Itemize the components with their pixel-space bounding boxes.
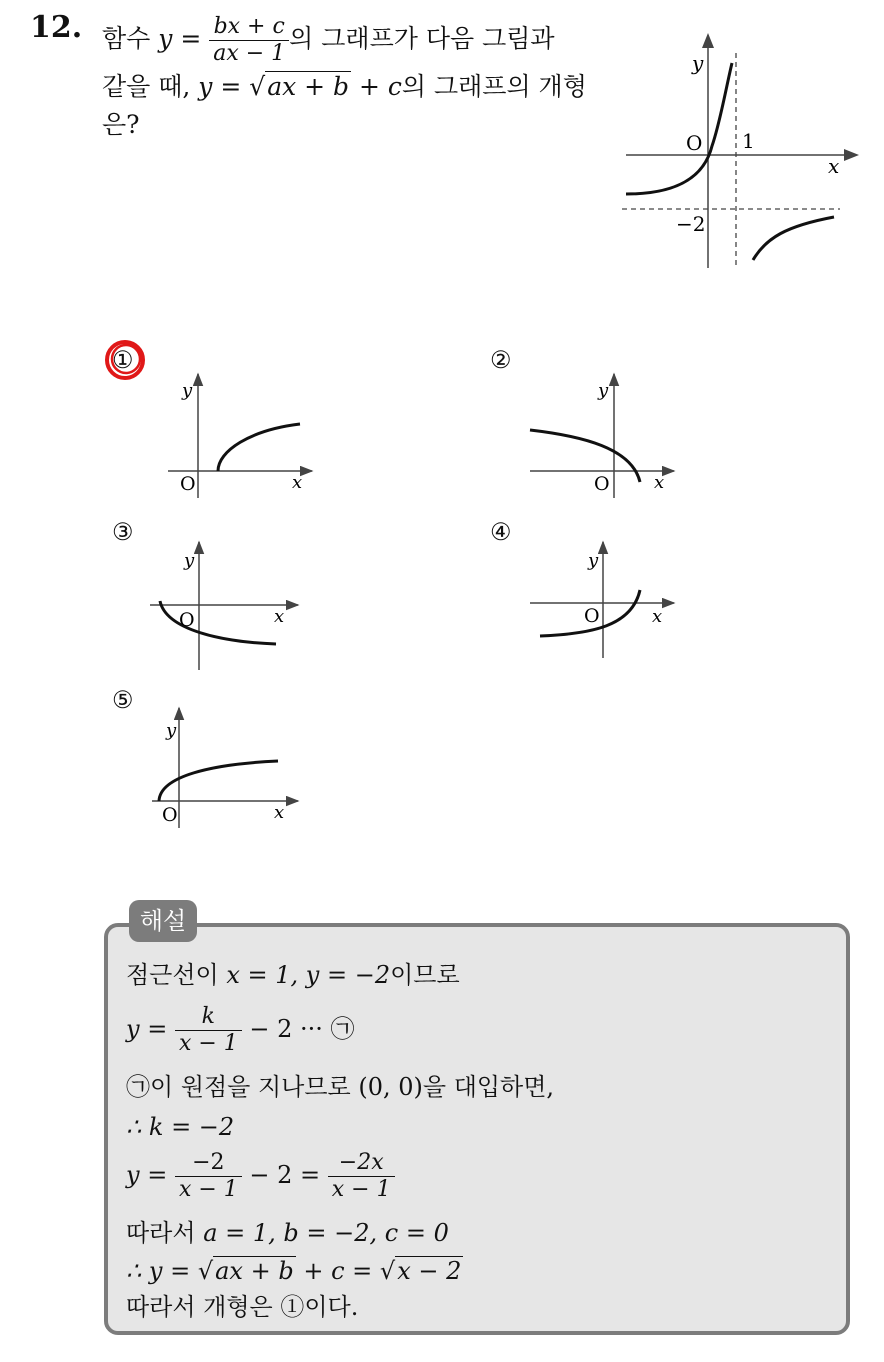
curve	[159, 761, 278, 801]
radicand: x − 2	[397, 1257, 462, 1285]
y-axis-label: y	[692, 51, 704, 75]
selected-answer-circle	[100, 334, 152, 386]
fraction-numerator: k	[175, 1004, 242, 1031]
y-axis-label: y	[166, 720, 177, 741]
choice-4-label[interactable]: ④	[490, 518, 512, 546]
fraction-denominator: x − 1	[178, 1031, 238, 1056]
question-line-2	[102, 72, 587, 102]
math-op: =	[172, 24, 210, 53]
question-line-1	[102, 14, 555, 67]
solution-text: 이므로	[390, 961, 460, 989]
math-term: + c	[351, 72, 402, 101]
fraction-denominator: x − 1	[331, 1177, 391, 1202]
origin-label: O	[584, 605, 600, 627]
question-text: 의 그래프의 개형	[401, 72, 587, 101]
fraction	[209, 14, 289, 67]
solution-line-8: 따라서 개형은 ①이다.	[126, 1293, 359, 1321]
asymptote-x-label: 1	[742, 129, 755, 153]
choice-5-label[interactable]: ⑤	[112, 686, 134, 714]
curve-right-branch	[753, 217, 834, 260]
origin-label: O	[180, 473, 196, 495]
radicand: ax + b	[215, 1257, 294, 1285]
question-text: 함수	[102, 24, 159, 53]
fraction-denominator: x − 1	[178, 1177, 238, 1202]
question-text: 같을 때,	[102, 72, 199, 101]
solution-tab: 해설	[129, 900, 197, 942]
solution-line-2	[126, 1004, 355, 1057]
asymptote-y-label: −2	[676, 212, 706, 236]
math-expr: a = 1, b = −2, c = 0	[203, 1219, 449, 1247]
question-number: 12.	[30, 10, 83, 45]
math-var: y	[158, 24, 173, 53]
x-axis-label: x	[828, 154, 840, 178]
choice-3-label[interactable]: ③	[112, 518, 134, 546]
curve-left-branch	[626, 63, 732, 194]
main-graph	[616, 28, 866, 273]
fraction	[175, 1150, 242, 1203]
origin-label: O	[686, 131, 703, 155]
fraction-denominator: ax − 1	[213, 41, 286, 66]
y-axis-label: y	[184, 550, 195, 571]
question-text: 의 그래프가 다음 그림과	[289, 24, 555, 53]
fraction-numerator: −2x	[328, 1150, 395, 1177]
sqrt-sign: √	[249, 72, 266, 101]
curve	[218, 424, 300, 471]
math-expr: y =	[126, 1015, 168, 1043]
fraction-numerator: −2	[175, 1150, 242, 1177]
math-expr: − 2 ··· ㉠	[241, 1015, 355, 1043]
math-expr: ∴ y =	[126, 1257, 198, 1285]
math-expr: y =	[126, 1161, 168, 1189]
radicand: ax + b	[267, 72, 350, 101]
math-op: =	[212, 72, 250, 101]
x-axis-label: x	[274, 802, 285, 823]
curve	[530, 430, 640, 482]
solution-line-3: ㉠이 원점을 지나므로 (0, 0)을 대입하면,	[126, 1073, 555, 1101]
math-expr: − 2 =	[241, 1161, 321, 1189]
sqrt-sign: √	[197, 1257, 214, 1285]
origin-label: O	[179, 609, 195, 631]
solution-line-7	[126, 1254, 463, 1288]
x-axis-label: x	[292, 472, 303, 493]
solution-text: 따라서	[126, 1219, 204, 1247]
x-axis-label: x	[274, 606, 285, 627]
y-axis-label: y	[182, 380, 193, 401]
origin-label: O	[594, 473, 610, 495]
solution-line-6	[126, 1216, 449, 1250]
math-var: y	[198, 72, 213, 101]
choice-3-graph[interactable]	[142, 538, 312, 678]
solution-line-4: ∴ k = −2	[126, 1113, 235, 1141]
choice-1-graph[interactable]	[160, 366, 330, 506]
choice-2-graph[interactable]	[522, 366, 692, 506]
y-axis-label: y	[598, 380, 609, 401]
choice-1-label[interactable]: ①	[112, 346, 134, 374]
math-expr: x = 1, y = −2	[226, 961, 391, 989]
choice-2-label[interactable]: ②	[490, 346, 512, 374]
solution-line-1	[126, 958, 460, 992]
x-axis-label: x	[652, 606, 663, 627]
question-line-3: 은?	[102, 110, 140, 139]
fraction	[175, 1004, 242, 1057]
sqrt-sign: √	[379, 1257, 396, 1285]
choice-5-graph[interactable]	[142, 704, 312, 834]
y-axis-label: y	[588, 550, 599, 571]
curve	[160, 601, 276, 644]
fraction	[328, 1150, 395, 1203]
solution-text: 점근선이	[126, 961, 227, 989]
math-expr: + c =	[295, 1257, 380, 1285]
solution-line-5	[126, 1150, 395, 1203]
x-axis-label: x	[654, 472, 665, 493]
choice-4-graph[interactable]	[522, 538, 692, 678]
fraction-numerator: bx + c	[209, 14, 289, 41]
origin-label: O	[162, 804, 178, 826]
